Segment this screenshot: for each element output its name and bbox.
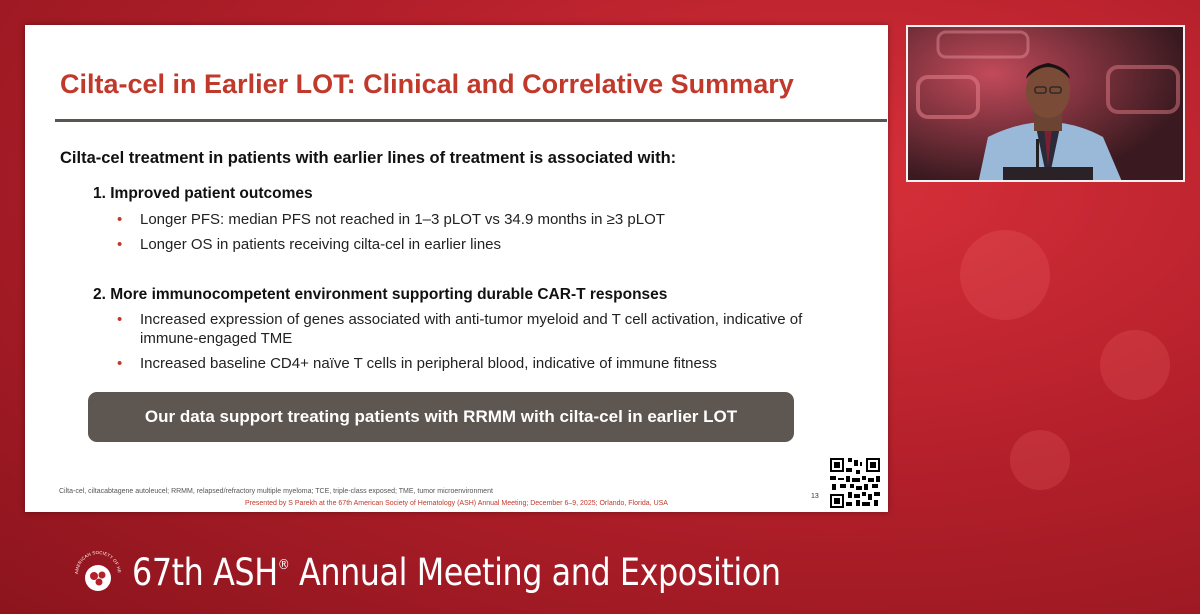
bullet-marker: • [117,311,123,328]
bullet-text: Longer OS in patients receiving cilta-cel in earlier lines [140,236,502,253]
bokeh-light [1100,330,1170,400]
slide-title: Cilta-cel in Earlier LOT: Clinical and Correlative Summary [60,69,794,99]
bullet-item [117,310,847,348]
bullet-marker: • [117,236,123,253]
registered-mark: ® [277,557,290,573]
ash-logo-text: AMERICAN SOCIETY OF HE [73,549,123,575]
abbreviations-footnote: Cilta-cel, ciltacabtagene autoleucel; RRMM, relapsed/refractory multiple myeloma; TCE, triple-class exposed; TME, tumor microenvironment [59,488,493,495]
bullet-text: Increased expression of genes associated with anti-tumor myeloid and T cell activation, indicative of immune-engaged TME [140,311,803,347]
slide-page-number: 13 [811,493,819,500]
qr-code-icon[interactable] [830,458,880,508]
title-divider [55,119,887,122]
meeting-banner [132,551,781,594]
bullet-text: Increased baseline CD4+ naïve T cells in peripheral blood, indicative of immune fitness [140,355,717,372]
section-heading-outcomes: 1. Improved patient outcomes [93,185,313,202]
presented-by-line: Presented by S Parekh at the 67th American Society of Hematology (ASH) Annual Meeting; December 6–9, 2025; Orlando, Florida, USA [245,500,668,507]
slide-lead: Cilta-cel treatment in patients with earlier lines of treatment is associated with: [60,149,677,167]
speaker-webcam [906,25,1185,182]
bullet-text: Longer PFS: median PFS not reached in 1–3 pLOT vs 34.9 months in ≥3 pLOT [140,211,665,228]
speaker-video-icon [908,27,1185,182]
section-heading-immunocompetent: 2. More immunocompetent environment supporting durable CAR-T responses [93,286,668,303]
bullet-item [117,235,847,254]
meeting-banner-subtitle: Annual Meeting and Exposition [289,551,781,594]
bokeh-light [1010,430,1070,490]
bokeh-light [960,230,1050,320]
bullet-marker: • [117,211,123,228]
bullet-item [117,354,847,373]
bullet-item [117,210,847,229]
conclusion-callout: Our data support treating patients with RRMM with cilta-cel in earlier LOT [88,392,794,442]
meeting-banner-title: 67th ASH [132,551,278,594]
ash-society-logo [72,548,124,600]
bullet-marker: • [117,355,123,372]
presentation-slide [25,25,888,512]
